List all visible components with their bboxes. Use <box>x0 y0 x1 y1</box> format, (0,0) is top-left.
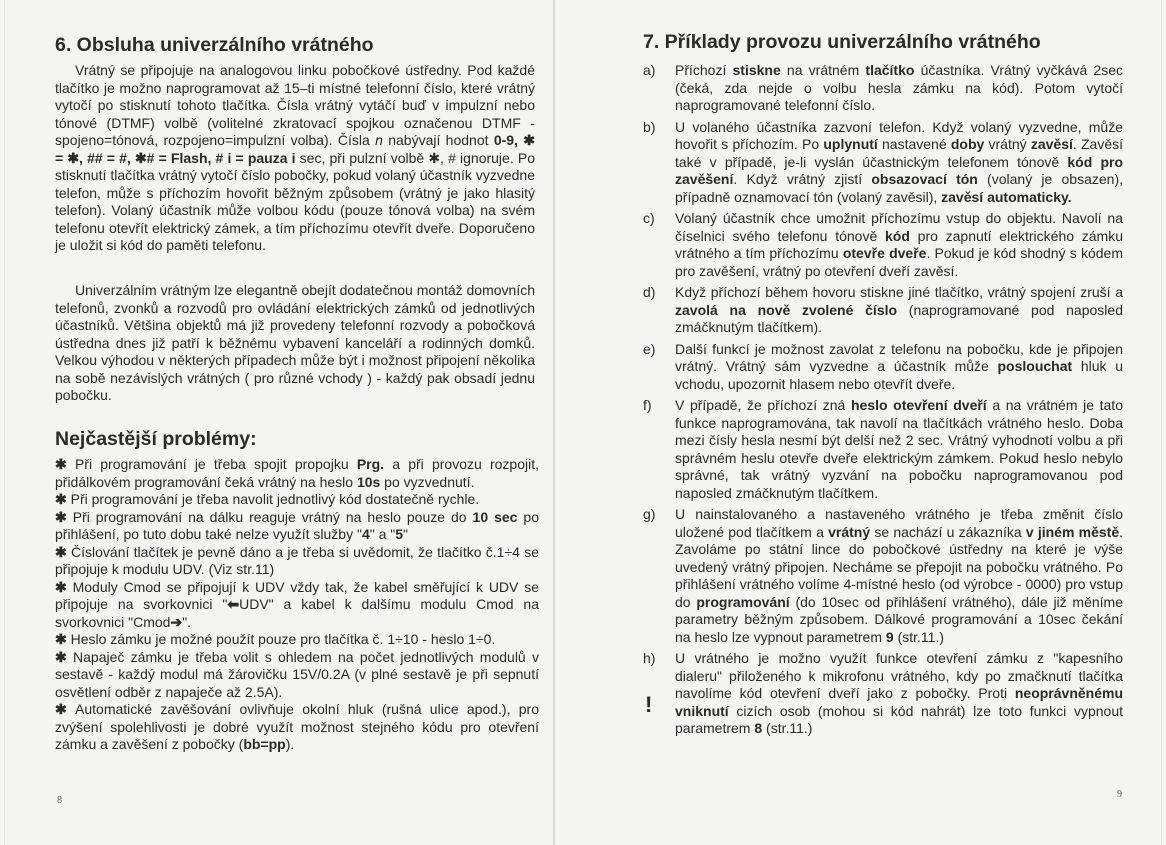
problem-item <box>55 649 539 702</box>
example-item <box>643 506 1123 646</box>
problems-heading: Nejčastější problémy: <box>55 428 257 450</box>
example-text: Další funkcí je možnost zavolat z telefonu na pobočku, kde je připojen vrátný. Vrátný sám vyzvedne a účastník může poslouchat hluk u vchodu, upozornit hlasem nebo otevřít dveře. <box>675 340 1124 392</box>
problem-item <box>55 631 539 649</box>
problem-text: Při programování je třeba navolit jednotlivý kód dostatečně rychle. <box>70 491 480 507</box>
problem-text: Napaječ zámku je třeba volit s ohledem na počet jednotlivých modulů v sestavě - každý modul má žárovičku 15V/0.2A (v plné sestavě je při sepnutí osvětlení odběr z napaječe až 2.5A). <box>55 648 539 700</box>
example-item <box>643 650 1123 738</box>
problem-text: Číslování tlačítek je pevně dáno a je třeba si uvědomit, že tlačítko č.1÷4 se připojuje k modulu UDV. (Viz str.11) <box>55 543 539 577</box>
example-text: Volaný účastník chce umožnit příchozímu vstup do objektu. Navolí na číselnici svého telefonu tónově kód pro zapnutí elektrického zámku vrátného a tím příchozímu otevře dveře. Pokud je kód shodný s kódem pro zavěšení, vrátný po otevření dveří zavěsí. <box>675 210 1123 279</box>
problem-text: Automatické zavěšování ovlivňuje okolní hluk (rušná ulice apod.), pro zvýšení spolehlivosti je dobré využít možnost stejného kódu pro otevření zámku a zavěšení z pobočky (bb=pp). <box>55 701 539 752</box>
page-number-right: 9 <box>1117 789 1122 800</box>
page-number-left: 8 <box>57 795 62 806</box>
intro-paragraph: Vrátný se připojuje na analogovou linku pobočkové ústředny. Pod každé tlačítko je možno naprogramovat až 15–ti místné telefonní číslo, které vrátný vytočí po stisknutí tohoto tlačítka. Čísla vrátný vytáčí buď v impulzní nebo tónové (DTMF) volbě (volitelné zkratovací spojkou označenou DTMF - spojeno=tónová, rozpojeno=impulzní volba). Čísla n nabývají hodnot 0-9, ✱ = ✱, ## = #, ✱# = Flash, # i = pauza i sec, při pulzní volbě ✱, # ignoruje. Po stisknutí tlačítka vrátný vytočí číslo pobočky, pokud volaný účastník vyzvedne telefon, může s příchozím hovořit běžným způsobem (vrátný je jako hlasitý telefon). Volaný účastník může volbou kódu (pouze tónová volba) na svém telefonu otevřít elektrický zámek, a tím příchozímu otevřít dveře. Doporučeno je uložit si kód do paměti telefonu. <box>55 62 535 253</box>
example-letter: d) <box>643 284 656 300</box>
section-6-heading: 6. Obsluha univerzálního vrátného <box>55 34 374 56</box>
example-item <box>643 119 1123 207</box>
warning-exclamation-icon: ! <box>645 692 653 717</box>
asterisk-bullet-icon: ✱ <box>55 543 72 560</box>
asterisk-bullet-icon: ✱ <box>55 508 73 525</box>
left-page <box>0 0 560 845</box>
example-letter: g) <box>643 506 656 522</box>
problem-item <box>55 701 539 754</box>
problem-item <box>55 579 539 632</box>
advantages-paragraph: Univerzálním vrátným lze elegantně obejít dodatečnou montáž domovních telefonů, zvonků a rozvodů pro ovládání elektrických zámků od jednotlivých účastníků. Většina objektů má již provedeny telefonní rozvody a pobočková ústředna dnes již patří k běžnému vybavení kanceláří a rodinných domků. Velkou výhodou v některých případech může být i možnost připojení několika na sobě nezávislých vrátných ( pro různé vchody ) - každý pak obsadí jednu pobočku. <box>55 282 535 403</box>
section-7-heading: 7. Příklady provozu univerzálního vrátného <box>643 31 1041 53</box>
problem-text: Heslo zámku je možné použít pouze pro tlačítka č. 1÷10 - heslo 1÷0. <box>70 631 496 647</box>
example-text: Když příchozí během hovoru stiskne jiné tlačítko, vrátný spojení zruší a zavolá na nově zvolené číslo (naprogramované pod naposled zmáčknutým tlačítkem). <box>675 284 1123 335</box>
example-letter: c) <box>643 210 655 226</box>
asterisk-bullet-icon: ✱ <box>55 491 71 507</box>
asterisk-bullet-icon: ✱ <box>55 578 73 595</box>
example-text: U volaného účastníka zazvoní telefon. Když volaný vyzvedne, může hovořit s příchozím. Po uplynutí nastavené doby vrátný zavěsí. Zavěsí také v případě, je-li vyslán účastnickým telefonem tónově kód pro zavěšení. Když vrátný zjistí obsazovací tón (volaný je obsazen), případně oznamovací tón (volaný zavěsil), zavěsí automaticky. <box>675 118 1124 205</box>
examples-list <box>643 62 1123 742</box>
example-item <box>643 210 1123 280</box>
asterisk-bullet-icon: ✱ <box>55 701 76 717</box>
problem-text: Při programování je třeba spojit propojku Prg. a při provozu rozpojit, přidálkovém programování čeká vrátný na heslo 10s po vyzvednutí. <box>55 456 540 490</box>
example-letter: h) <box>643 650 656 666</box>
example-item <box>643 284 1123 337</box>
problem-item <box>55 491 539 509</box>
problems-list <box>55 456 539 754</box>
example-item <box>643 62 1123 115</box>
example-item <box>643 341 1123 394</box>
example-text: U vrátného je možno využít funkce otevření zámku z "kapesního dialeru" přiloženého k mikrofonu vrátného, kdy po zmačknutí tlačítka navolíme kód otevření dveří jako z pobočky. Proti neoprávněnému vniknutí cizích osob (mohou si kód nahrát) lze toto funkci vypnout parametrem 8 (str.11.) <box>675 650 1123 736</box>
problem-item <box>55 456 539 491</box>
right-page <box>583 0 1166 845</box>
example-text: U nainstalovaného a nastaveného vrátného je třeba změnit číslo uložené pod tlačítkem a vrátný se nachází u zákazníka v jiném městě. Zavoláme po státní lince do pobočkové ústředny na které je výše uvedený vrátný připojen. Necháme se přepojit na pobočku vrátného. Po přihlášení vrátného volíme 4-místné heslo (od výrobce - 0000) pro vstup do programování (do 10sec od přihlášení vrátného), dále již měníme parametry běžným způsobem. Dálkové programování a 10sec čekání na heslo lze vypnout parametrem 9 (str.11.) <box>675 506 1123 645</box>
example-letter: f) <box>643 397 652 413</box>
problem-text: Při programování na dálku reaguje vrátný na heslo pouze do 10 sec po přihlášení, po tuto dobu také nelze využít služby "4" a "5" <box>55 508 539 542</box>
problem-item <box>55 544 539 579</box>
example-letter: b) <box>643 118 656 135</box>
example-text: V případě, že příchozí zná heslo otevření dveří a na vrátném je tato funkce naprogramována, tak navolí na tlačítkách vrátného heslo. Doba mezi čísly hesla nesmí být delší než 2 sec. Vrátný vyhodnotí volbu a při správném heslu otevře dveře elektrickým zámkem. Pokud heslo nebylo správné, tak vrátný vyzvání na pobočku naprogramovanou pod naposled zmáčknutým tlačítkem. <box>675 397 1123 501</box>
example-item <box>643 397 1123 502</box>
problem-item <box>55 509 539 544</box>
asterisk-bullet-icon: ✱ <box>55 631 71 647</box>
asterisk-bullet-icon: ✱ <box>55 648 74 665</box>
example-letter: a) <box>643 62 656 78</box>
asterisk-bullet-icon: ✱ <box>55 456 75 472</box>
example-letter: e) <box>643 340 656 357</box>
problem-text: Moduly Cmod se připojují k UDV vždy tak, že kabel směřující k UDV se připojuje na svorkovnici "⬅UDV" a kabel k dalšímu modulu Cmod na svorkovnici "Cmod➔". <box>55 578 540 630</box>
example-text: Příchozí stiskne na vrátném tlačítko účastníka. Vrátný vyčkává 2sec (čeká, zda nejde o volbu hesla zámku na kód). Potom vytočí naprogramované telefonní číslo. <box>675 62 1123 113</box>
